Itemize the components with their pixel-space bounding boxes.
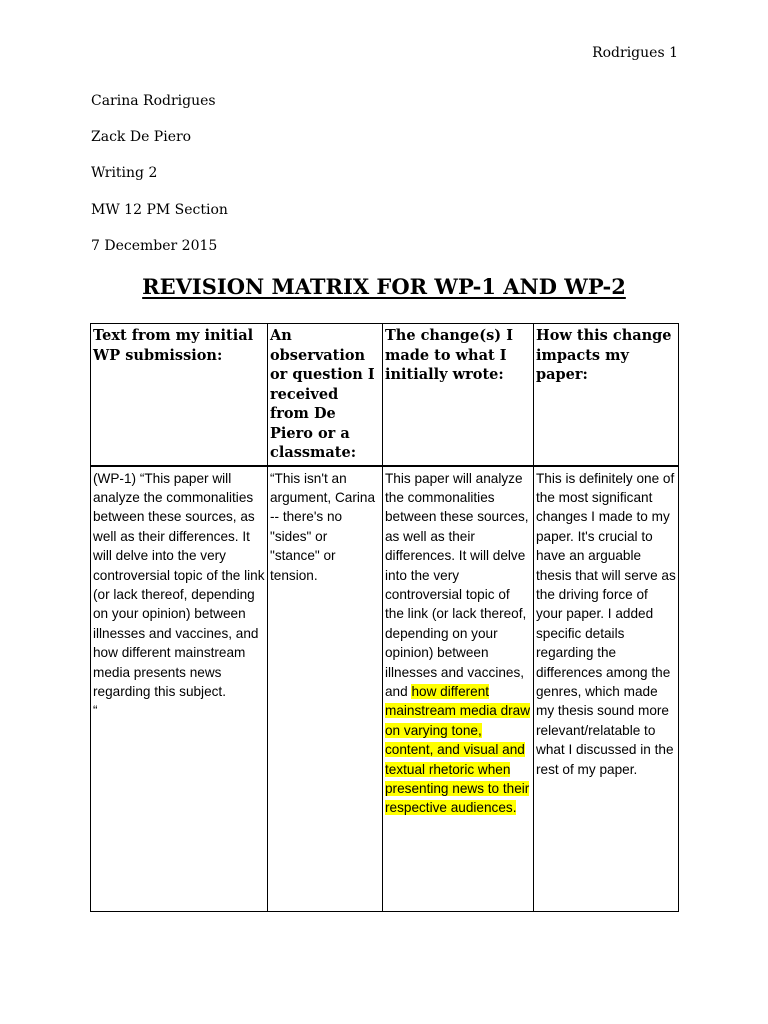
student-name: Carina Rodrigues [91,93,216,109]
header-initial-text: Text from my initial WP submission: [91,324,268,466]
cell-initial-text [91,466,268,912]
table-header-row [91,324,679,466]
document-date: 7 December 2015 [91,238,218,254]
cell-change [383,466,534,912]
header-observation: An observation or question I received from De Piero or a classmate: [268,324,383,466]
change-highlighted-text: how different mainstream media draw on varying tone, content, and visual and textual rhetoric when presenting news to their respective audiences. [385,683,531,816]
feedback-text: “This isn't an argument, Carina -- there's no "sides" or "stance" or tension. [270,470,376,583]
change-text: This paper will analyze the commonalities between these sources, as well as their differences. It will delve into the very controversial topic of the link (or lack thereof, depending on your opinion) between illnesses and vaccines, and [385,470,529,699]
course-section: MW 12 PM Section [91,202,228,218]
course-name: Writing 2 [91,165,158,181]
page-title: REVISION MATRIX FOR WP-1 AND WP-2 [142,274,626,299]
table-row [91,466,679,912]
header-impact: How this change impacts my paper: [534,324,679,466]
running-head: Rodrigues 1 [592,45,678,61]
impact-text: This is definitely one of the most significant changes I made to my paper. It's crucial to have an arguable thesis that will serve as the driving force of your paper. I added specific details regarding the differences among the genres, which made my thesis sound more relevant/relatable to what I discussed in the rest of my paper. [536,470,676,777]
instructor-name: Zack De Piero [91,129,192,145]
cell-impact [534,466,679,912]
cell-feedback [268,466,383,912]
header-changes: The change(s) I made to what I initially wrote: [383,324,534,466]
initial-text-trailing-quote: “ [93,703,98,719]
initial-text-body: (WP-1) “This paper will analyze the commonalities between these sources, as well as their differences. It will delve into the very controversial topic of the link (or lack thereof, depending on your opinion) between illnesses and vaccines, and how different mainstream media presents news regarding this subject. [93,470,265,699]
revision-matrix-table [90,323,679,912]
